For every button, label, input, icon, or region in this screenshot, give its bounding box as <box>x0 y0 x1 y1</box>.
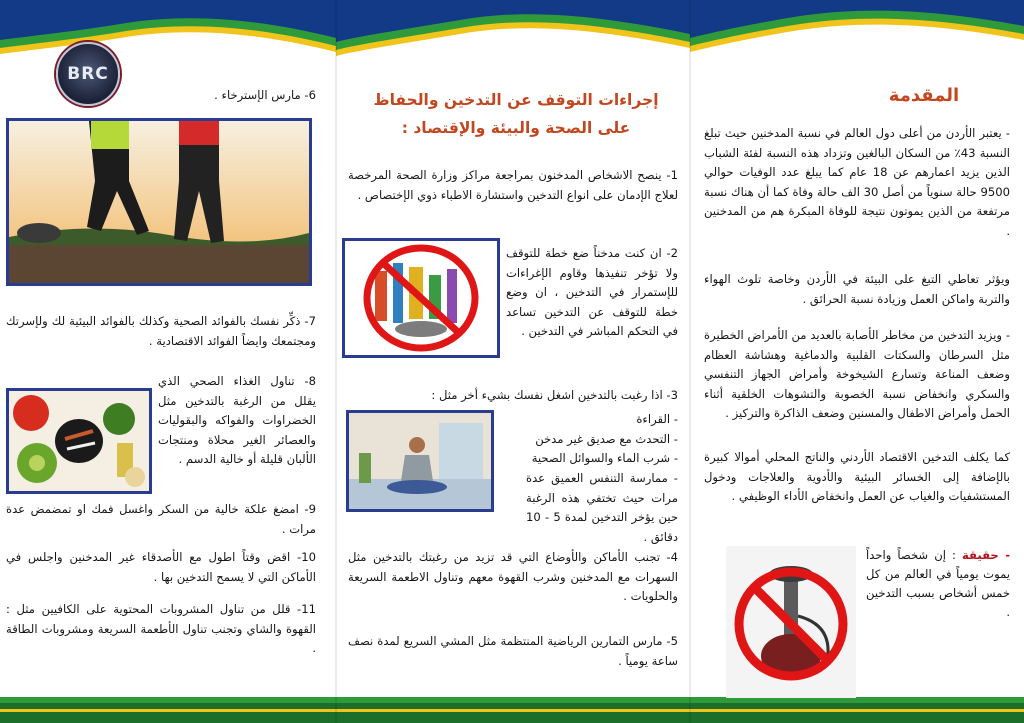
fold-line-right <box>689 0 691 723</box>
fact-text: : إن شخصاً واحداً يموت يومياً في العالم من كل خمس أشخاص بسبب التدخين . <box>866 548 1010 619</box>
step-8: 8- تناول الغذاء الصحي الذي يقلل من الرغبة بالتدخين مثل الخضراوات والفواكه والبقوليات والعصائر الغير محلاة ومنتجات الألبان قليلة أو خالية الدسم . <box>158 374 316 467</box>
steps-title: إجراءات التوقف عن التدخين والحفاظ على الصحة والبيئة والإقتصاد : <box>373 91 659 137</box>
step-5: 5- مارس التمارين الرياضية المنتظمة مثل المشي السريع لمدة نصف ساعة يومياً . <box>348 634 678 668</box>
fact-box <box>866 546 1010 622</box>
intro-title: المقدمة <box>888 85 960 106</box>
step-3-item: - القراءة <box>636 412 678 426</box>
step-3-intro: 3- اذا رغبت بالتدخين اشغل نفسك بشيء أخر مثل : <box>431 388 678 402</box>
step-3-list <box>500 410 678 469</box>
intro-paragraph-economy: كما يكلف التدخين الاقتصاد الأردني والناتج المحلي أموالا كبيرة بالإضافة إلى الخسائر البيئية والأدوية والعلاجات ودخول المستشفيات والغياب عن العمل وانخفاض الأداء الوظيفي . <box>704 450 1010 504</box>
step-3-item: - شرب الماء والسوائل الصحية <box>531 451 678 466</box>
step-3-item-breathing: - ممارسة التنفس العميق عدة مرات حيث تختفي هذه الرغبة حين يؤخر التدخين لمدة 5 - 10 دقائق . <box>526 471 678 544</box>
healthy-food-image <box>6 388 152 494</box>
step-1: 1- ينصح الاشخاص المدخنون بمراجعة مراكز وزارة الصحة المرخصة لعلاج الإدمان على انواع التدخين واستشارة الاطباء ذوي الإختصاص . <box>348 168 678 202</box>
step-6: 6- مارس الإسترخاء . <box>214 88 316 102</box>
running-image <box>6 118 312 286</box>
brc-logo: BRC <box>56 42 120 106</box>
no-hookah-image <box>726 546 856 698</box>
intro-paragraph-environment: ويؤثر تعاطي التبغ على البيئة في الأردن وخاصة تلوث الهواء والتربة واماكن العمل وزيادة نسبة الحرائق . <box>704 272 1010 306</box>
step-10: 10- اقض وقتاً اطول مع الأصدقاء غير المدخنين واجلس في الأماكن التي لا يسمح التدخين بها . <box>6 550 316 584</box>
steps-panel <box>336 0 690 723</box>
step-11: 11- قلل من تناول المشروبات المحتوية على الكافيين مثل : القهوة والشاي وتجنب تناول الأطعمة السريعة ومشروبات الطاقة . <box>6 602 316 656</box>
fact-label: - حقيقة <box>961 548 1010 562</box>
tips-panel <box>0 0 336 723</box>
intro-paragraph-diseases: - ويزيد التدخين من مخاطر الأصابة بالعديد من الأمراض الخطيرة مثل السرطان والسكتات القلبية والدماغية وهشاشة العظام وضعف المناعة وتسارع الشيخوخة وأمراض الجهاز التنفسي والسكري وانخفاض نسبة الخصوبة والتشوهات الخلقية أثناء الحمل وأمراض الاطفال والمسنين وضعف الذاكرة والتركيز . <box>704 328 1010 421</box>
intro-panel <box>690 0 1024 723</box>
fold-line-left <box>335 0 337 723</box>
step-9: 9- امضغ علكة خالية من السكر واغسل فمك او تمضمض عدة مرات . <box>6 502 316 536</box>
step-4: 4- تجنب الأماكن والأوضاع التي قد تزيد من رغبتك بالتدخين مثل السهرات مع المدخنين وشرب القهوة معهم وتناول الاطعمة السريعة والحلويات . <box>348 550 678 604</box>
step-7: 7- ذكِّر نفسك بالفوائد الصحية وكذلك بالفوائد البيئية لك ولإسرتك ومجتمعك وايضاً الفوائد الاقتصادية . <box>6 314 316 348</box>
step-3-item: - التحدث مع صديق غير مدخن <box>535 431 678 446</box>
intro-paragraph-stats: - يعتبر الأردن من أعلى دول العالم في نسبة المدخنين حيث تبلغ النسبة 43٪ من السكان البالغين وتزداد هذه النسبة لفئة الشباب الذين يزيد اعمارهم عن 18 عام كما يبلغ عدد الوفيات حوالي 9500 حالة سنوياً من أصل 30 الف حالة وفاة كما أن هناك نسبة مرتفعة من الذين يموتون نتيجة للوفاة المبكرة هم من المدخنين . <box>704 126 1010 238</box>
no-smoking-products-image <box>342 238 500 358</box>
step-2: 2- ان كنت مدخناً ضع خطة للتوقف ولا تؤخر تنفيذها وقاوم الإغراءات للإستمرار في التدخين ، ان وضع خطة للتوقف عن التدخين تساعد في التحكم المباشر في التدخين . <box>506 246 678 339</box>
